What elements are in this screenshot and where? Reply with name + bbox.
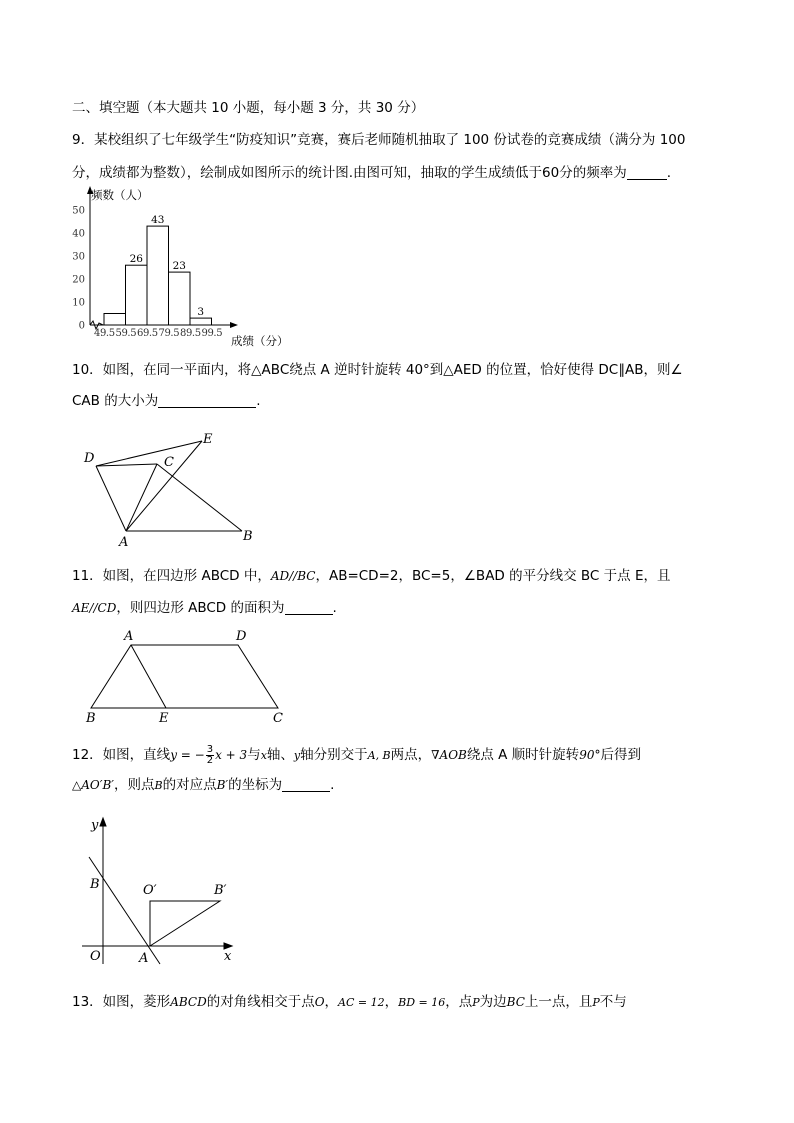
x-axis-title: 成绩（分）: [231, 334, 289, 348]
q12-triangle-AO1B1: [150, 901, 220, 946]
q11-label-A: A: [124, 629, 134, 644]
q10-line1: 10．如图，在同一平面内，将△ABC绕点 A 逆时针旋转 40°到△AED 的位置，恰好使得 DC∥AB，则∠: [72, 362, 683, 378]
q12-mid5: 绕点 A 顺时针旋转: [466, 747, 580, 763]
q13-abcd: ABCD: [170, 995, 207, 1009]
y-tick-label: 20: [72, 274, 85, 286]
q11-cond1: AD//BC: [270, 569, 316, 583]
q12-label-A: A: [139, 951, 149, 966]
q12-tri2: △AO′B′: [72, 778, 114, 792]
x-tick-label: 89.5: [180, 328, 201, 339]
section-heading: 二、填空题（本大题共 10 小题，每小题 3 分，共 30 分）: [72, 100, 425, 116]
q9-end: .: [666, 165, 672, 181]
x-tick-label: 59.5: [115, 328, 137, 339]
q11-mid: ，AB=CD=2，BC=5，∠BAD 的平分线交 BC 于点 E，且: [315, 568, 671, 584]
q12-mid6: 后得到: [600, 747, 641, 763]
q11-label-C: C: [273, 711, 283, 726]
q11-label-E: E: [159, 711, 169, 726]
q12-eq-lhs: y = −: [170, 748, 205, 762]
y-axis-title: 频数（人）: [91, 188, 149, 202]
q10-label-A: A: [119, 535, 129, 550]
y-tick-label: 10: [72, 297, 85, 309]
q12-l2b: B: [154, 779, 163, 792]
q12-line-AB: [89, 857, 160, 964]
q12-mid3: 轴分别交于: [300, 747, 368, 763]
q13-c: ，: [384, 994, 399, 1010]
bar-value-label: 26: [129, 253, 143, 266]
q12-l2d: B′: [216, 778, 229, 792]
q11-label-B: B: [86, 711, 96, 726]
q12-mid2: 轴、: [266, 747, 294, 763]
q9-line1: 9．某校组织了七年级学生“防疫知识”竞赛，赛后老师随机抽取了 100 份试卷的竞赛成绩（满分为 100: [72, 132, 686, 148]
x-tick-label: 79.5: [158, 328, 180, 339]
q11-cond2: AE//CD: [72, 601, 117, 615]
q12-tri: ∇AOB: [431, 748, 467, 762]
q12-label-B1: B′: [214, 883, 227, 898]
x-tick-label: 69.5: [137, 328, 158, 339]
q12-label-O1: O′: [143, 883, 157, 898]
y-tick-label: 40: [72, 228, 85, 240]
bar-value-label: 23: [172, 260, 186, 273]
q12-eq-rhs: x + 3: [215, 748, 248, 762]
q12-eq-num: 3: [206, 743, 214, 755]
q13-p: P: [472, 996, 480, 1009]
q12-y-arrow: [100, 818, 106, 826]
q9-text: 分，成绩都为整数），绘制成如图所示的统计图.由图可知，抽取的学生成绩低于60分的频率为: [72, 165, 627, 181]
q10-label-D: D: [84, 451, 95, 466]
q12-label-x: x: [224, 949, 232, 964]
q10-label-E: E: [203, 432, 213, 447]
q11-text: ，则四边形 ABCD 的面积为: [116, 600, 285, 616]
q12-points: A, B: [367, 749, 391, 762]
q12-label-B: B: [90, 877, 100, 892]
q12-mid4: 两点，: [390, 747, 432, 763]
q11-label-D: D: [236, 629, 247, 644]
q13-o: O: [314, 995, 325, 1009]
q13-bd: BD = 16: [398, 996, 446, 1009]
q13-line1: [72, 996, 627, 1010]
q11-prefix: 11．如图，在四边形 ABCD 中，: [72, 568, 271, 584]
q10-label-C: C: [164, 455, 174, 470]
q13-prefix: 13．如图，菱形: [72, 994, 171, 1010]
q12-l2e: 的坐标为: [228, 777, 283, 793]
q12-eq-den: 2: [206, 754, 214, 766]
q13-a: 的对角线相交于点: [206, 994, 315, 1010]
y-tick-label: 30: [72, 251, 85, 263]
q12-label-O: O: [90, 949, 101, 964]
q12-prefix: 12．如图，直线: [72, 747, 171, 763]
q12-end: .: [330, 777, 335, 793]
q13-g: 不与: [599, 994, 627, 1010]
x-tick-label: 99.5: [201, 328, 223, 339]
q12-l2c: 的对应点: [162, 777, 217, 793]
bar-value-label: 43: [151, 214, 165, 227]
q13-p2: P: [592, 996, 600, 1009]
q12-label-y: y: [91, 818, 99, 833]
q11-end: .: [332, 600, 337, 616]
q12-x-axis: x: [260, 749, 267, 762]
q13-ac: AC = 12: [338, 996, 385, 1009]
q12-l2a: ，则点: [114, 777, 155, 793]
q10-text: CAB 的大小为: [72, 393, 159, 409]
q12-y-axis: y: [293, 749, 301, 762]
q13-b: ，: [324, 994, 339, 1010]
q10-label-B: B: [243, 529, 253, 544]
x-tick-label: 49.5: [94, 328, 115, 339]
q13-bc: BC: [506, 995, 525, 1009]
y-tick-label: 50: [72, 205, 85, 217]
y-tick-label: 0: [78, 320, 85, 332]
q13-f: 上一点，且: [524, 994, 593, 1010]
q13-d: ，点: [445, 994, 473, 1010]
q13-e: 为边: [479, 994, 507, 1010]
q12-mid1: 与: [247, 747, 261, 763]
q12-angle: 90°: [579, 748, 601, 762]
bar-value-label: 3: [197, 306, 205, 319]
q10-end: .: [256, 393, 261, 409]
